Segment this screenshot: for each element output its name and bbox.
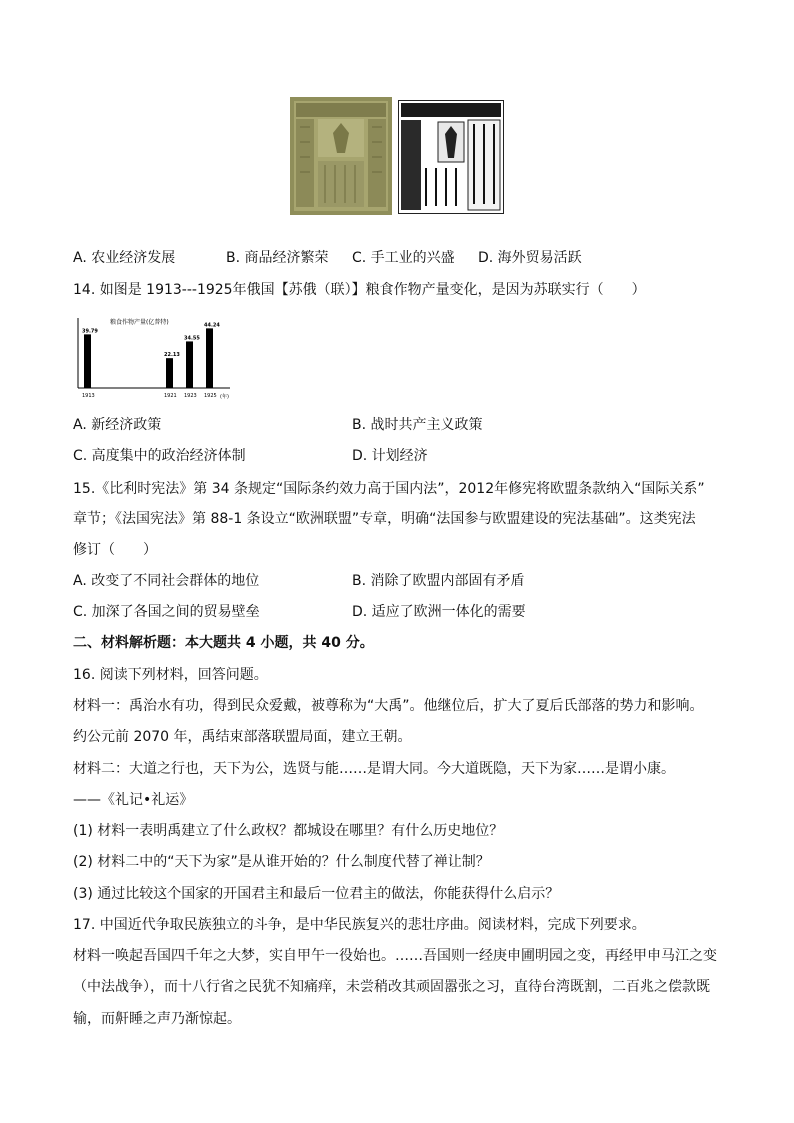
grain-output-bar-chart [70, 312, 250, 404]
x-tick-label: 1923 [184, 393, 197, 399]
bar-1925 [206, 328, 213, 388]
x-axis-unit: (年) [220, 394, 229, 400]
bronze-printing-plate-image [290, 97, 392, 215]
q15-option-d: D. 适应了欧洲一体化的需要 [352, 604, 526, 620]
bar-value-label: 34.55 [184, 335, 200, 342]
q17-material-1-line-1: 材料一唤起吾国四千年之大梦，实自甲午一役始也。……吾国则一经庚申圃明园之变，再经甲申马江之变 [73, 948, 717, 964]
q14-option-a: A. 新经济政策 [73, 417, 162, 433]
q15-option-b: B. 消除了欧盟内部固有矛盾 [352, 573, 525, 589]
q14-option-b: B. 战时共产主义政策 [352, 417, 483, 433]
bar-value-label: 44.24 [204, 322, 220, 329]
q17-material-1-line-3: 输，而鼾睡之声乃渐惊起。 [73, 1011, 241, 1027]
bar-1923 [186, 341, 193, 388]
bar-1921 [166, 358, 173, 388]
q15-line-1: 15.《比利时宪法》第 34 条规定“国际条约效力高于国内法”，2012年修宪将欧盟条款纳入“国际关系” [73, 481, 705, 497]
chart-title: 粮食作物产量(亿普特) [110, 319, 169, 326]
bar-1913 [84, 334, 91, 388]
q16-question-1: (1) 材料一表明禹建立了什么政权？都城设在哪里？有什么历史地位？ [73, 823, 504, 839]
x-tick-label: 1921 [164, 393, 177, 399]
q16-material-2: 材料二：大道之行也，天下为公，选贤与能……是谓大同。今大道既隐，天下为家……是谓小康。 [73, 761, 675, 777]
q15-option-a: A. 改变了不同社会群体的地位 [73, 573, 260, 589]
q16-material-1-line-1: 材料一：禹治水有功，得到民众爱戴，被尊称为“大禹”。他继位后，扩大了夏后氏部落的势力和影响。 [73, 698, 704, 714]
bar-value-label: 22.13 [164, 352, 180, 359]
q14-option-d: D. 计划经济 [352, 448, 428, 464]
q16-material-1-line-2: 约公元前 2070 年，禹结束部落联盟局面，建立王朝。 [73, 729, 412, 745]
q17-stem: 17. 中国近代争取民族独立的斗争，是中华民族复兴的悲壮序曲。阅读材料，完成下列要求。 [73, 917, 646, 933]
printed-advertisement-image [398, 100, 504, 214]
q13-option-b: B. 商品经济繁荣 [226, 250, 329, 266]
q17-material-1-line-2: （中法战争），而十八行省之民犹不知痛痒，未尝稍改其顽固嚣张之习，直待台湾既割，二百兆之偿款既 [73, 979, 710, 995]
q13-option-a: A. 农业经济发展 [73, 250, 176, 266]
q15-option-c: C. 加深了各国之间的贸易壁垒 [73, 604, 260, 620]
x-tick-label: 1925 [204, 393, 217, 399]
q15-line-2: 章节；《法国宪法》第 88-1 条设立“欧洲联盟”专章，明确“法国参与欧盟建设的宪法基础”。这类宪法 [73, 511, 696, 527]
q16-stem: 16. 阅读下列材料，回答问题。 [73, 667, 268, 683]
q14-option-c: C. 高度集中的政治经济体制 [73, 448, 246, 464]
q13-option-c: C. 手工业的兴盛 [352, 250, 455, 266]
q16-question-2: (2) 材料二中的“天下为家”是从谁开始的？什么制度代替了禅让制？ [73, 854, 490, 870]
q16-source: ——《礼记•礼运》 [73, 792, 194, 808]
q14-stem: 14. 如图是 1913---1925年俄国【苏俄（联）】粮食作物产量变化，是因为苏联实行（ ） [73, 282, 646, 298]
bar-value-label: 39.79 [82, 328, 98, 335]
q15-line-3: 修订（ ） [73, 542, 157, 558]
q16-question-3: (3) 通过比较这个国家的开国君主和最后一位君主的做法，你能获得什么启示？ [73, 886, 560, 902]
section-2-title: 二、材料解析题：本大题共 4 小题，共 40 分。 [73, 635, 374, 651]
q13-option-d: D. 海外贸易活跃 [478, 250, 582, 266]
x-tick-label: 1913 [82, 393, 95, 399]
